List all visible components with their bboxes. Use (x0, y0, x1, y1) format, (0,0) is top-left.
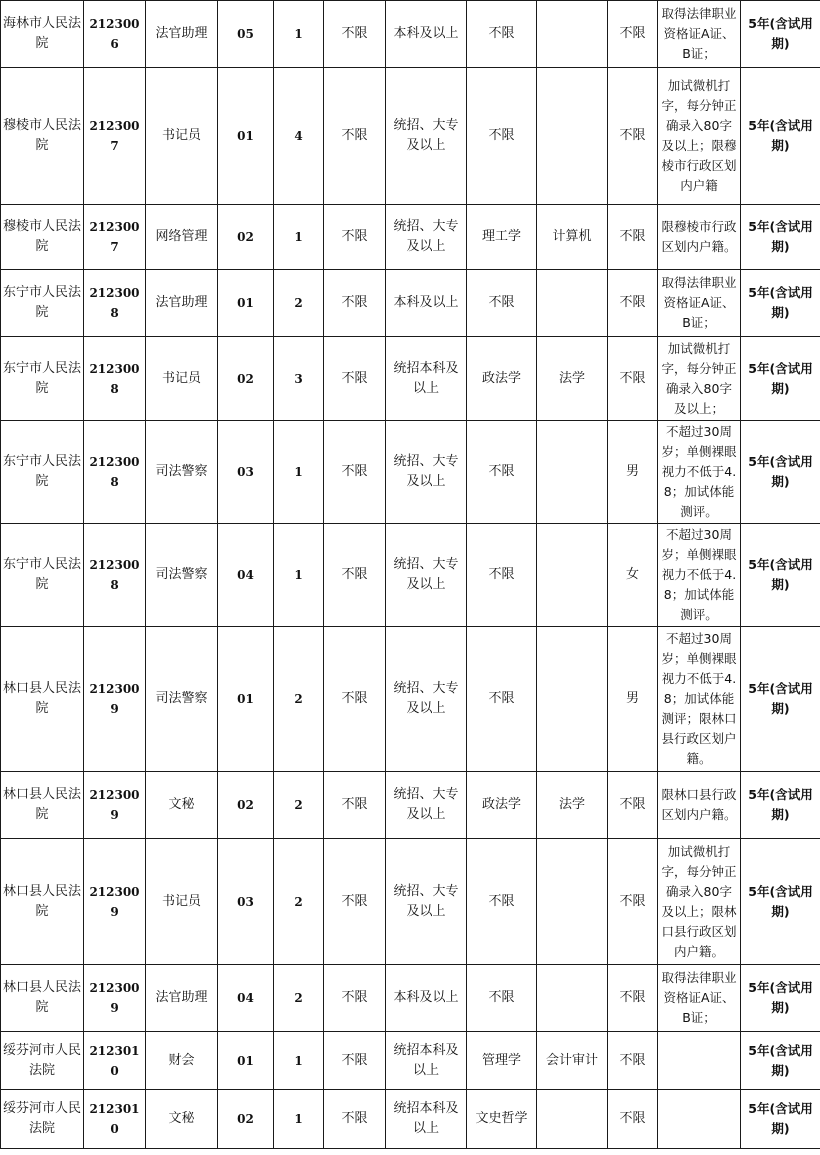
contract-term-cell: 5年(含试用期) (741, 270, 820, 337)
job-code-cell: 2123009 (84, 965, 146, 1032)
education-cell: 统招、大专及以上 (386, 772, 467, 839)
major-cell (537, 1, 608, 68)
headcount-cell: 1 (274, 524, 324, 627)
education-cell: 本科及以上 (386, 965, 467, 1032)
position-code-cell: 04 (218, 524, 274, 627)
gender-cell: 不限 (608, 1, 658, 68)
requirements-cell: 不超过30周岁；单侧裸眼视力不低于4.8；加试体能测评；限林口县行政区划户籍。 (658, 627, 741, 772)
table-row (1, 772, 820, 839)
age-cell: 不限 (324, 627, 386, 772)
requirements-cell: 限穆棱市行政区划内户籍。 (658, 205, 741, 270)
table-row (1, 1090, 820, 1149)
position-code-cell: 02 (218, 205, 274, 270)
headcount-cell: 2 (274, 965, 324, 1032)
age-cell: 不限 (324, 270, 386, 337)
position-code-cell: 01 (218, 270, 274, 337)
job-code-cell: 2123008 (84, 524, 146, 627)
age-cell: 不限 (324, 205, 386, 270)
requirements-cell (658, 1090, 741, 1149)
major-cell (537, 421, 608, 524)
age-cell: 不限 (324, 772, 386, 839)
unit-cell: 东宁市人民法院 (1, 337, 84, 421)
gender-cell: 男 (608, 627, 658, 772)
age-cell: 不限 (324, 337, 386, 421)
position-cell: 法官助理 (146, 965, 218, 1032)
job-code-cell: 2123009 (84, 627, 146, 772)
unit-cell: 东宁市人民法院 (1, 421, 84, 524)
table-row (1, 270, 820, 337)
requirements-cell: 取得法律职业资格证A证、B证； (658, 270, 741, 337)
major-class-cell: 不限 (467, 1, 537, 68)
table-row (1, 337, 820, 421)
age-cell: 不限 (324, 965, 386, 1032)
position-code-cell: 02 (218, 337, 274, 421)
major-cell (537, 627, 608, 772)
unit-cell: 林口县人民法院 (1, 627, 84, 772)
unit-cell: 穆棱市人民法院 (1, 205, 84, 270)
major-class-cell: 不限 (467, 421, 537, 524)
position-cell: 财会 (146, 1032, 218, 1090)
job-code-cell: 2123009 (84, 839, 146, 965)
education-cell: 统招、大专及以上 (386, 205, 467, 270)
unit-cell: 东宁市人民法院 (1, 270, 84, 337)
contract-term-cell: 5年(含试用期) (741, 1032, 820, 1090)
headcount-cell: 2 (274, 627, 324, 772)
position-code-cell: 04 (218, 965, 274, 1032)
education-cell: 统招本科及以上 (386, 1032, 467, 1090)
contract-term-cell: 5年(含试用期) (741, 1090, 820, 1149)
major-cell (537, 524, 608, 627)
education-cell: 统招、大专及以上 (386, 68, 467, 205)
gender-cell: 不限 (608, 772, 658, 839)
major-class-cell: 不限 (467, 270, 537, 337)
requirements-cell: 限林口县行政区划内户籍。 (658, 772, 741, 839)
major-class-cell: 不限 (467, 68, 537, 205)
major-cell (537, 965, 608, 1032)
position-code-cell: 05 (218, 1, 274, 68)
major-cell (537, 68, 608, 205)
position-cell: 书记员 (146, 337, 218, 421)
gender-cell: 不限 (608, 965, 658, 1032)
requirements-cell: 取得法律职业资格证A证、B证； (658, 1, 741, 68)
age-cell: 不限 (324, 524, 386, 627)
job-code-cell: 2123009 (84, 772, 146, 839)
gender-cell: 女 (608, 524, 658, 627)
position-cell: 网络管理 (146, 205, 218, 270)
gender-cell: 不限 (608, 337, 658, 421)
gender-cell: 不限 (608, 205, 658, 270)
gender-cell: 男 (608, 421, 658, 524)
headcount-cell: 2 (274, 839, 324, 965)
position-code-cell: 03 (218, 421, 274, 524)
age-cell: 不限 (324, 421, 386, 524)
contract-term-cell: 5年(含试用期) (741, 627, 820, 772)
table-row (1, 1, 820, 68)
education-cell: 本科及以上 (386, 270, 467, 337)
contract-term-cell: 5年(含试用期) (741, 1, 820, 68)
contract-term-cell: 5年(含试用期) (741, 524, 820, 627)
position-cell: 法官助理 (146, 1, 218, 68)
unit-cell: 海林市人民法院 (1, 1, 84, 68)
headcount-cell: 3 (274, 337, 324, 421)
age-cell: 不限 (324, 1032, 386, 1090)
job-code-cell: 2123008 (84, 337, 146, 421)
age-cell: 不限 (324, 1090, 386, 1149)
unit-cell: 林口县人民法院 (1, 965, 84, 1032)
unit-cell: 穆棱市人民法院 (1, 68, 84, 205)
requirements-cell (658, 1032, 741, 1090)
education-cell: 统招本科及以上 (386, 337, 467, 421)
contract-term-cell: 5年(含试用期) (741, 68, 820, 205)
headcount-cell: 2 (274, 772, 324, 839)
unit-cell: 林口县人民法院 (1, 839, 84, 965)
major-cell: 会计审计 (537, 1032, 608, 1090)
job-code-cell: 2123007 (84, 205, 146, 270)
table-row (1, 839, 820, 965)
table-row (1, 627, 820, 772)
major-class-cell: 不限 (467, 839, 537, 965)
age-cell: 不限 (324, 839, 386, 965)
age-cell: 不限 (324, 1, 386, 68)
education-cell: 统招、大专及以上 (386, 421, 467, 524)
unit-cell: 绥芬河市人民法院 (1, 1090, 84, 1149)
position-cell: 文秘 (146, 1090, 218, 1149)
major-class-cell: 管理学 (467, 1032, 537, 1090)
unit-cell: 林口县人民法院 (1, 772, 84, 839)
unit-cell: 东宁市人民法院 (1, 524, 84, 627)
position-cell: 文秘 (146, 772, 218, 839)
major-class-cell: 不限 (467, 965, 537, 1032)
gender-cell: 不限 (608, 1032, 658, 1090)
job-code-cell: 2123007 (84, 68, 146, 205)
major-cell: 计算机 (537, 205, 608, 270)
education-cell: 本科及以上 (386, 1, 467, 68)
headcount-cell: 1 (274, 205, 324, 270)
job-code-cell: 2123010 (84, 1090, 146, 1149)
major-class-cell: 不限 (467, 524, 537, 627)
position-cell: 司法警察 (146, 627, 218, 772)
contract-term-cell: 5年(含试用期) (741, 337, 820, 421)
unit-cell: 绥芬河市人民法院 (1, 1032, 84, 1090)
contract-term-cell: 5年(含试用期) (741, 839, 820, 965)
requirements-cell: 取得法律职业资格证A证、B证； (658, 965, 741, 1032)
major-cell (537, 839, 608, 965)
contract-term-cell: 5年(含试用期) (741, 772, 820, 839)
job-code-cell: 2123006 (84, 1, 146, 68)
major-class-cell: 理工学 (467, 205, 537, 270)
position-cell: 书记员 (146, 68, 218, 205)
headcount-cell: 4 (274, 68, 324, 205)
position-cell: 司法警察 (146, 421, 218, 524)
major-cell: 法学 (537, 772, 608, 839)
headcount-cell: 1 (274, 1, 324, 68)
gender-cell: 不限 (608, 839, 658, 965)
job-code-cell: 2123008 (84, 270, 146, 337)
position-code-cell: 01 (218, 627, 274, 772)
education-cell: 统招、大专及以上 (386, 627, 467, 772)
contract-term-cell: 5年(含试用期) (741, 205, 820, 270)
requirements-cell: 不超过30周岁；单侧裸眼视力不低于4.8；加试体能测评。 (658, 524, 741, 627)
age-cell: 不限 (324, 68, 386, 205)
gender-cell: 不限 (608, 1090, 658, 1149)
major-class-cell: 政法学 (467, 337, 537, 421)
table-body (1, 1, 820, 1149)
headcount-cell: 1 (274, 1032, 324, 1090)
position-code-cell: 01 (218, 68, 274, 205)
contract-term-cell: 5年(含试用期) (741, 965, 820, 1032)
table-row (1, 1032, 820, 1090)
major-cell (537, 1090, 608, 1149)
headcount-cell: 1 (274, 421, 324, 524)
headcount-cell: 2 (274, 270, 324, 337)
job-code-cell: 2123008 (84, 421, 146, 524)
position-code-cell: 02 (218, 1090, 274, 1149)
position-code-cell: 02 (218, 772, 274, 839)
position-cell: 法官助理 (146, 270, 218, 337)
education-cell: 统招、大专及以上 (386, 839, 467, 965)
table-row (1, 205, 820, 270)
major-class-cell: 文史哲学 (467, 1090, 537, 1149)
major-class-cell: 政法学 (467, 772, 537, 839)
position-cell: 书记员 (146, 839, 218, 965)
education-cell: 统招、大专及以上 (386, 524, 467, 627)
gender-cell: 不限 (608, 270, 658, 337)
requirements-cell: 加试微机打字，每分钟正确录入80字及以上；限林口县行政区划内户籍。 (658, 839, 741, 965)
major-cell (537, 270, 608, 337)
requirements-cell: 加试微机打字，每分钟正确录入80字及以上；限穆棱市行政区划内户籍 (658, 68, 741, 205)
education-cell: 统招本科及以上 (386, 1090, 467, 1149)
position-cell: 司法警察 (146, 524, 218, 627)
contract-term-cell: 5年(含试用期) (741, 421, 820, 524)
headcount-cell: 1 (274, 1090, 324, 1149)
table-row (1, 421, 820, 524)
major-cell: 法学 (537, 337, 608, 421)
requirements-cell: 加试微机打字，每分钟正确录入80字及以上； (658, 337, 741, 421)
table-row (1, 524, 820, 627)
requirements-cell: 不超过30周岁；单侧裸眼视力不低于4.8；加试体能测评。 (658, 421, 741, 524)
position-code-cell: 01 (218, 1032, 274, 1090)
position-code-cell: 03 (218, 839, 274, 965)
table-row (1, 68, 820, 205)
job-code-cell: 2123010 (84, 1032, 146, 1090)
table-row (1, 965, 820, 1032)
gender-cell: 不限 (608, 68, 658, 205)
major-class-cell: 不限 (467, 627, 537, 772)
